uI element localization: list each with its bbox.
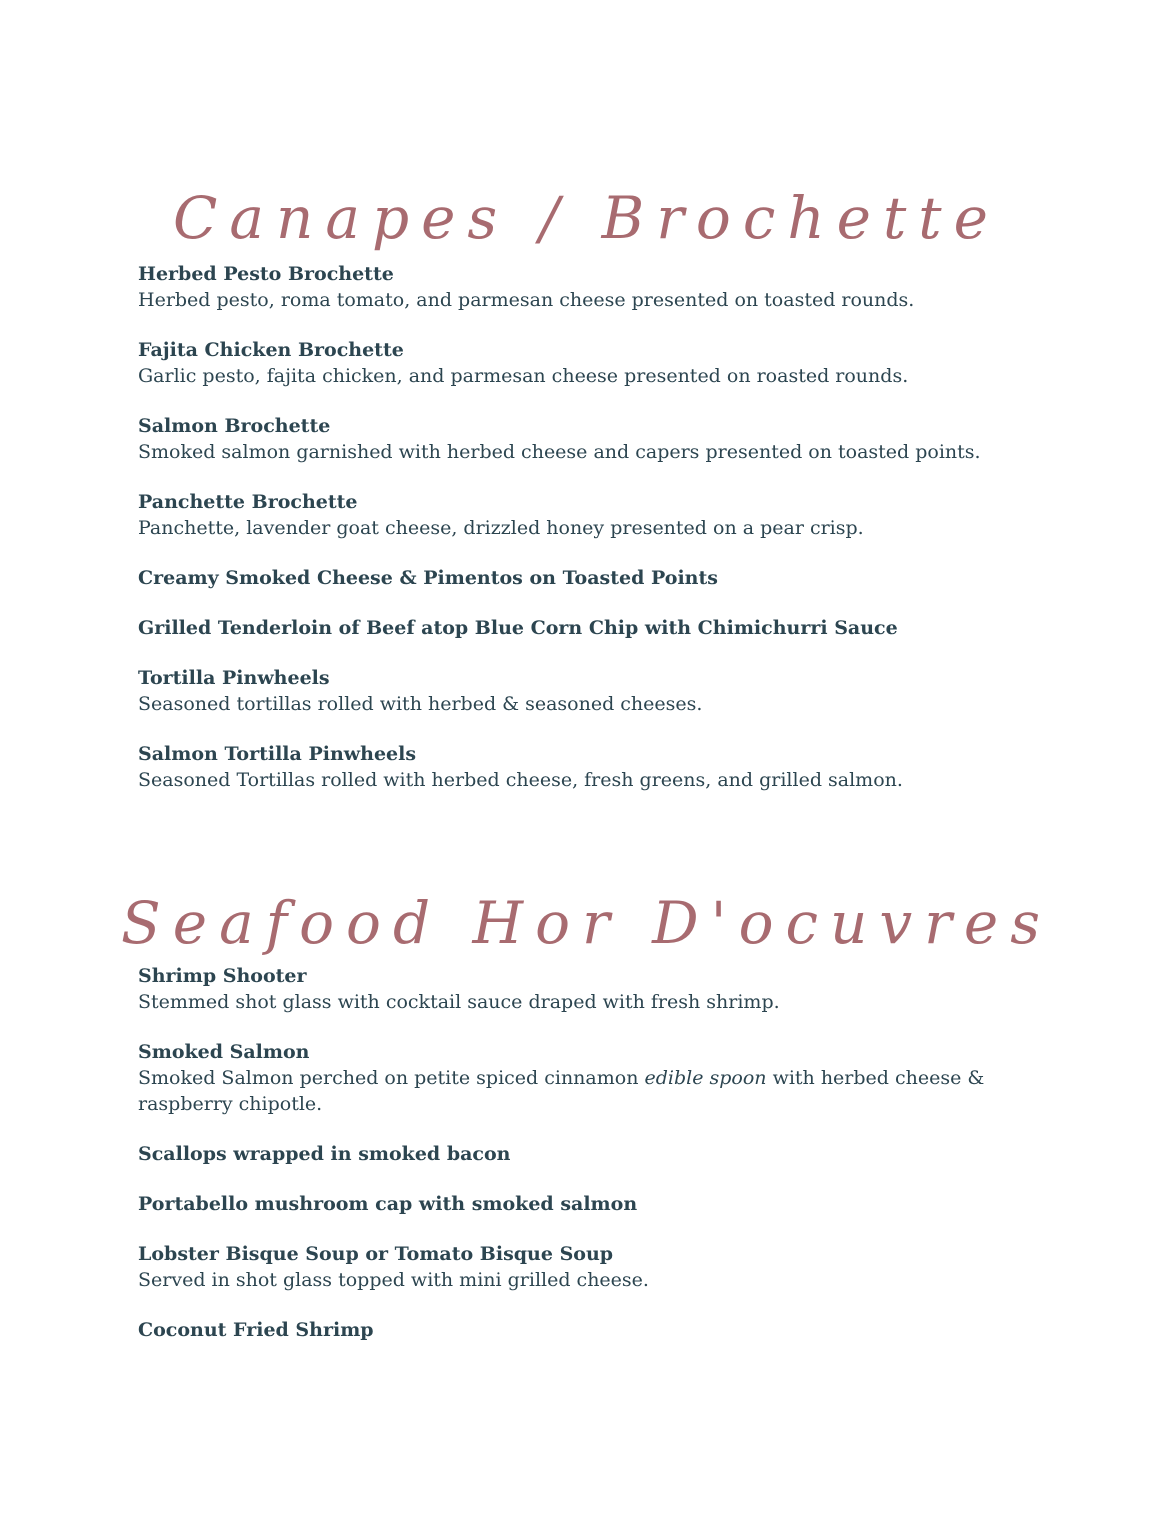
menu-item-name: Coconut Fried Shrimp bbox=[138, 1319, 374, 1341]
menu-item bbox=[138, 566, 1038, 591]
menu-item bbox=[138, 616, 1038, 641]
menu-item-name: Smoked Salmon bbox=[138, 1041, 310, 1063]
menu-item-name: Lobster Bisque Soup or Tomato Bisque Soup bbox=[138, 1243, 614, 1265]
menu-item-description: Smoked salmon garnished with herbed cheese and capers presented on toasted points. bbox=[138, 441, 981, 463]
menu-item-description: Garlic pesto, fajita chicken, and parmesan cheese presented on roasted rounds. bbox=[138, 365, 909, 387]
menu-item-name: Portabello mushroom cap with smoked salmon bbox=[138, 1193, 638, 1215]
description-text: Smoked Salmon perched on petite spiced cinnamon bbox=[138, 1067, 645, 1089]
seafood-menu-list bbox=[138, 964, 1038, 1368]
menu-item-name: Scallops wrapped in smoked bacon bbox=[138, 1143, 511, 1165]
menu-item-name: Tortilla Pinwheels bbox=[138, 667, 330, 689]
menu-item bbox=[138, 666, 1038, 717]
menu-item bbox=[138, 1040, 1038, 1117]
menu-item-description: Served in shot glass topped with mini grilled cheese. bbox=[138, 1269, 649, 1291]
menu-item-description bbox=[138, 1065, 1038, 1117]
menu-item-description: Panchette, lavender goat cheese, drizzled honey presented on a pear crisp. bbox=[138, 517, 864, 539]
menu-item-description: Seasoned tortillas rolled with herbed & seasoned cheeses. bbox=[138, 693, 703, 715]
section-title-seafood: Seafood Hor D'ocuvres bbox=[121, 888, 1052, 957]
menu-item bbox=[138, 338, 1038, 389]
menu-item bbox=[138, 1192, 1038, 1217]
menu-item-name: Herbed Pesto Brochette bbox=[138, 263, 394, 285]
menu-item-name: Salmon Brochette bbox=[138, 415, 331, 437]
menu-item bbox=[138, 742, 1038, 793]
menu-item-name: Creamy Smoked Cheese & Pimentos on Toasted Points bbox=[138, 567, 718, 589]
menu-item-name: Salmon Tortilla Pinwheels bbox=[138, 743, 417, 765]
menu-item-name: Shrimp Shooter bbox=[138, 965, 307, 987]
menu-item-name: Grilled Tenderloin of Beef atop Blue Corn Chip with Chimichurri Sauce bbox=[138, 617, 898, 639]
menu-item bbox=[138, 1318, 1038, 1343]
menu-item bbox=[138, 1242, 1038, 1293]
section-title-canapes: Canapes / Brochette bbox=[173, 183, 1000, 252]
description-italic-text: edible spoon bbox=[644, 1067, 767, 1089]
menu-item-description: Herbed pesto, roma tomato, and parmesan cheese presented on toasted rounds. bbox=[138, 289, 915, 311]
canapes-menu-list bbox=[138, 262, 1038, 818]
menu-item bbox=[138, 414, 1038, 465]
menu-item-description: Stemmed shot glass with cocktail sauce draped with fresh shrimp. bbox=[138, 991, 780, 1013]
menu-item bbox=[138, 490, 1038, 541]
menu-item bbox=[138, 262, 1038, 313]
description-text: with herbed cheese & raspberry chipotle. bbox=[138, 1067, 985, 1115]
menu-item-description: Seasoned Tortillas rolled with herbed cheese, fresh greens, and grilled salmon. bbox=[138, 769, 903, 791]
menu-item bbox=[138, 1142, 1038, 1167]
menu-item bbox=[138, 964, 1038, 1015]
menu-item-name: Panchette Brochette bbox=[138, 491, 358, 513]
menu-item-name: Fajita Chicken Brochette bbox=[138, 339, 404, 361]
